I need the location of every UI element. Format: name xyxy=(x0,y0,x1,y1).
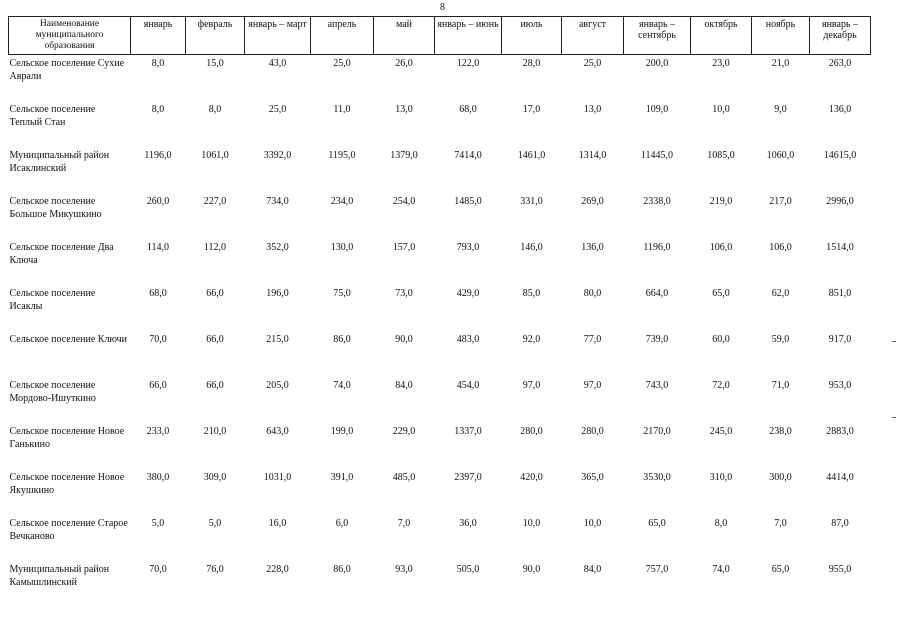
value-cell: 7,0 xyxy=(774,518,787,529)
value-cell: 1195,0 xyxy=(328,150,356,161)
value-cell: 66,0 xyxy=(206,334,224,345)
value-cell: 74,0 xyxy=(712,564,730,575)
value-cell: 309,0 xyxy=(203,472,227,483)
municipality-name: Сельское поселение Новое Ганькино xyxy=(9,426,125,450)
value-cell: 233,0 xyxy=(146,426,170,437)
value-cell: 210,0 xyxy=(203,426,227,437)
municipality-name: Сельское поселение Старое Вечканово xyxy=(9,518,128,542)
value-cell: 454,0 xyxy=(456,380,480,391)
value-cell: 254,0 xyxy=(392,196,416,207)
column-header: январь – сентябрь xyxy=(624,17,691,55)
value-cell: 11445,0 xyxy=(640,150,674,161)
value-cell: 238,0 xyxy=(769,426,792,437)
value-cell: 66,0 xyxy=(206,288,224,299)
value-cell: 157,0 xyxy=(392,242,416,253)
value-cell: 36,0 xyxy=(459,518,477,529)
value-cell: 1031,0 xyxy=(263,472,292,483)
value-cell: 146,0 xyxy=(520,242,543,253)
value-cell: 109,0 xyxy=(645,104,669,115)
value-cell: 483,0 xyxy=(456,334,480,345)
table-row xyxy=(9,193,871,239)
value-cell: 1379,0 xyxy=(390,150,418,161)
value-cell: 485,0 xyxy=(392,472,416,483)
value-cell: 2397,0 xyxy=(454,472,482,483)
value-cell: 10,0 xyxy=(583,518,602,529)
value-cell: 643,0 xyxy=(266,426,289,437)
column-header: июль xyxy=(502,17,562,55)
column-header: октябрь xyxy=(691,17,752,55)
column-header: январь – март xyxy=(245,17,311,55)
value-cell: 8,0 xyxy=(208,104,222,115)
value-cell: 68,0 xyxy=(149,288,167,299)
value-cell: 68,0 xyxy=(459,104,477,115)
value-cell: 228,0 xyxy=(266,564,289,575)
value-cell: 114,0 xyxy=(146,242,170,253)
value-cell: 263,0 xyxy=(828,58,852,69)
value-cell: 66,0 xyxy=(206,380,224,391)
value-cell: 106,0 xyxy=(709,242,733,253)
value-cell: 664,0 xyxy=(645,288,669,299)
table-row xyxy=(9,561,871,607)
value-cell: 1060,0 xyxy=(766,150,795,161)
value-cell: 8,0 xyxy=(151,58,165,69)
value-cell: 1196,0 xyxy=(643,242,671,253)
data-table xyxy=(8,16,871,607)
value-cell: 97,0 xyxy=(522,380,541,391)
table-body xyxy=(9,55,871,608)
value-cell: 86,0 xyxy=(333,564,351,575)
value-cell: 59,0 xyxy=(771,334,790,345)
column-header: январь xyxy=(131,17,186,55)
value-cell: 280,0 xyxy=(581,426,604,437)
value-cell: 1485,0 xyxy=(454,196,482,207)
value-cell: 9,0 xyxy=(774,104,787,115)
value-cell: 8,0 xyxy=(151,104,165,115)
municipality-name: Сельское поселение Сухие Аврали xyxy=(9,58,125,82)
value-cell: 5,0 xyxy=(151,518,165,529)
value-cell: 11,0 xyxy=(333,104,351,115)
value-cell: 200,0 xyxy=(645,58,669,69)
value-cell: 74,0 xyxy=(333,380,351,391)
value-cell: 505,0 xyxy=(456,564,480,575)
value-cell: 739,0 xyxy=(645,334,669,345)
value-cell: 65,0 xyxy=(648,518,666,529)
value-cell: 87,0 xyxy=(831,518,849,529)
column-header: январь – июнь xyxy=(435,17,502,55)
value-cell: 26,0 xyxy=(395,58,413,69)
value-cell: 60,0 xyxy=(712,334,730,345)
column-header-municipality: Наименование муниципального образования xyxy=(9,17,131,55)
value-cell: 3392,0 xyxy=(263,150,292,161)
table-row xyxy=(9,423,871,469)
value-cell: 106,0 xyxy=(769,242,792,253)
value-cell: 84,0 xyxy=(395,380,413,391)
column-header: апрель xyxy=(311,17,374,55)
value-cell: 380,0 xyxy=(146,472,170,483)
value-cell: 85,0 xyxy=(522,288,541,299)
column-header: ноябрь xyxy=(752,17,810,55)
value-cell: 65,0 xyxy=(771,564,790,575)
value-cell: 1061,0 xyxy=(201,150,229,161)
value-cell: 217,0 xyxy=(769,196,792,207)
column-header: май xyxy=(374,17,435,55)
value-cell: 71,0 xyxy=(771,380,790,391)
value-cell: 219,0 xyxy=(709,196,733,207)
margin-mark xyxy=(892,417,896,418)
value-cell: 16,0 xyxy=(268,518,287,529)
value-cell: 1337,0 xyxy=(454,426,482,437)
table-row xyxy=(9,239,871,285)
value-cell: 300,0 xyxy=(769,472,792,483)
value-cell: 955,0 xyxy=(828,564,852,575)
municipality-name: Сельское поселение Ключи xyxy=(9,334,127,345)
value-cell: 2338,0 xyxy=(643,196,671,207)
value-cell: 23,0 xyxy=(712,58,730,69)
value-cell: 2883,0 xyxy=(826,426,854,437)
value-cell: 14615,0 xyxy=(823,150,857,161)
value-cell: 72,0 xyxy=(712,380,730,391)
value-cell: 25,0 xyxy=(333,58,351,69)
value-cell: 743,0 xyxy=(645,380,669,391)
value-cell: 90,0 xyxy=(395,334,413,345)
table-row xyxy=(9,377,871,423)
value-cell: 757,0 xyxy=(645,564,669,575)
value-cell: 21,0 xyxy=(771,58,790,69)
value-cell: 86,0 xyxy=(333,334,351,345)
value-cell: 13,0 xyxy=(395,104,413,115)
table-row xyxy=(9,285,871,331)
value-cell: 331,0 xyxy=(520,196,543,207)
value-cell: 73,0 xyxy=(395,288,413,299)
value-cell: 260,0 xyxy=(146,196,170,207)
value-cell: 77,0 xyxy=(583,334,602,345)
value-cell: 80,0 xyxy=(583,288,602,299)
value-cell: 8,0 xyxy=(714,518,728,529)
table-row xyxy=(9,55,871,102)
value-cell: 269,0 xyxy=(581,196,604,207)
value-cell: 420,0 xyxy=(520,472,543,483)
value-cell: 65,0 xyxy=(712,288,730,299)
municipality-name: Сельское поселение Теплый Стан xyxy=(9,104,96,128)
table-row xyxy=(9,101,871,147)
value-cell: 5,0 xyxy=(208,518,222,529)
municipality-name: Сельское поселение Мордово-Ишуткино xyxy=(9,380,96,404)
value-cell: 70,0 xyxy=(149,564,167,575)
value-cell: 112,0 xyxy=(203,242,227,253)
value-cell: 365,0 xyxy=(581,472,604,483)
value-cell: 1314,0 xyxy=(578,150,607,161)
value-cell: 2170,0 xyxy=(643,426,671,437)
value-cell: 28,0 xyxy=(522,58,541,69)
value-cell: 90,0 xyxy=(522,564,541,575)
value-cell: 1514,0 xyxy=(826,242,854,253)
municipality-name: Сельское поселение Исаклы xyxy=(9,288,96,312)
value-cell: 2996,0 xyxy=(826,196,854,207)
table-header-row xyxy=(9,17,871,55)
value-cell: 92,0 xyxy=(522,334,541,345)
municipality-name: Сельское поселение Большое Микушкино xyxy=(9,196,102,220)
value-cell: 6,0 xyxy=(335,518,349,529)
value-cell: 352,0 xyxy=(266,242,289,253)
value-cell: 13,0 xyxy=(583,104,602,115)
column-header: февраль xyxy=(186,17,245,55)
value-cell: 227,0 xyxy=(203,196,227,207)
value-cell: 25,0 xyxy=(583,58,602,69)
value-cell: 1196,0 xyxy=(144,150,172,161)
value-cell: 84,0 xyxy=(583,564,602,575)
value-cell: 17,0 xyxy=(522,104,541,115)
value-cell: 953,0 xyxy=(828,380,852,391)
column-header: август xyxy=(562,17,624,55)
municipality-name: Муниципальный район Исаклинский xyxy=(9,150,110,174)
value-cell: 245,0 xyxy=(709,426,733,437)
value-cell: 234,0 xyxy=(330,196,354,207)
value-cell: 7414,0 xyxy=(454,150,482,161)
value-cell: 10,0 xyxy=(522,518,541,529)
value-cell: 917,0 xyxy=(828,334,852,345)
value-cell: 4414,0 xyxy=(826,472,854,483)
value-cell: 76,0 xyxy=(206,564,224,575)
page-number: 8 xyxy=(440,2,445,13)
table-row xyxy=(9,515,871,561)
value-cell: 391,0 xyxy=(330,472,354,483)
value-cell: 3530,0 xyxy=(643,472,671,483)
value-cell: 70,0 xyxy=(149,334,167,345)
value-cell: 122,0 xyxy=(456,58,480,69)
value-cell: 62,0 xyxy=(771,288,790,299)
table-row xyxy=(9,147,871,193)
value-cell: 199,0 xyxy=(330,426,354,437)
municipality-name: Муниципальный район Камышлинский xyxy=(9,564,110,588)
value-cell: 97,0 xyxy=(583,380,602,391)
value-cell: 851,0 xyxy=(828,288,852,299)
value-cell: 229,0 xyxy=(392,426,416,437)
value-cell: 25,0 xyxy=(268,104,287,115)
value-cell: 43,0 xyxy=(268,58,287,69)
value-cell: 310,0 xyxy=(709,472,733,483)
municipality-name: Сельское поселение Два Ключа xyxy=(9,242,114,266)
value-cell: 130,0 xyxy=(330,242,354,253)
value-cell: 793,0 xyxy=(456,242,480,253)
value-cell: 7,0 xyxy=(397,518,411,529)
value-cell: 136,0 xyxy=(581,242,604,253)
value-cell: 280,0 xyxy=(520,426,543,437)
value-cell: 1461,0 xyxy=(517,150,546,161)
value-cell: 734,0 xyxy=(266,196,289,207)
value-cell: 215,0 xyxy=(266,334,289,345)
table-row xyxy=(9,331,871,377)
table-row xyxy=(9,469,871,515)
value-cell: 1085,0 xyxy=(707,150,735,161)
margin-mark xyxy=(892,341,896,342)
value-cell: 196,0 xyxy=(266,288,289,299)
value-cell: 15,0 xyxy=(206,58,224,69)
value-cell: 136,0 xyxy=(828,104,852,115)
column-header: январь – декабрь xyxy=(810,17,871,55)
value-cell: 429,0 xyxy=(456,288,480,299)
value-cell: 10,0 xyxy=(712,104,730,115)
value-cell: 66,0 xyxy=(149,380,167,391)
value-cell: 93,0 xyxy=(395,564,413,575)
value-cell: 205,0 xyxy=(266,380,289,391)
municipality-name: Сельское поселение Новое Якушкино xyxy=(9,472,125,496)
value-cell: 75,0 xyxy=(333,288,351,299)
